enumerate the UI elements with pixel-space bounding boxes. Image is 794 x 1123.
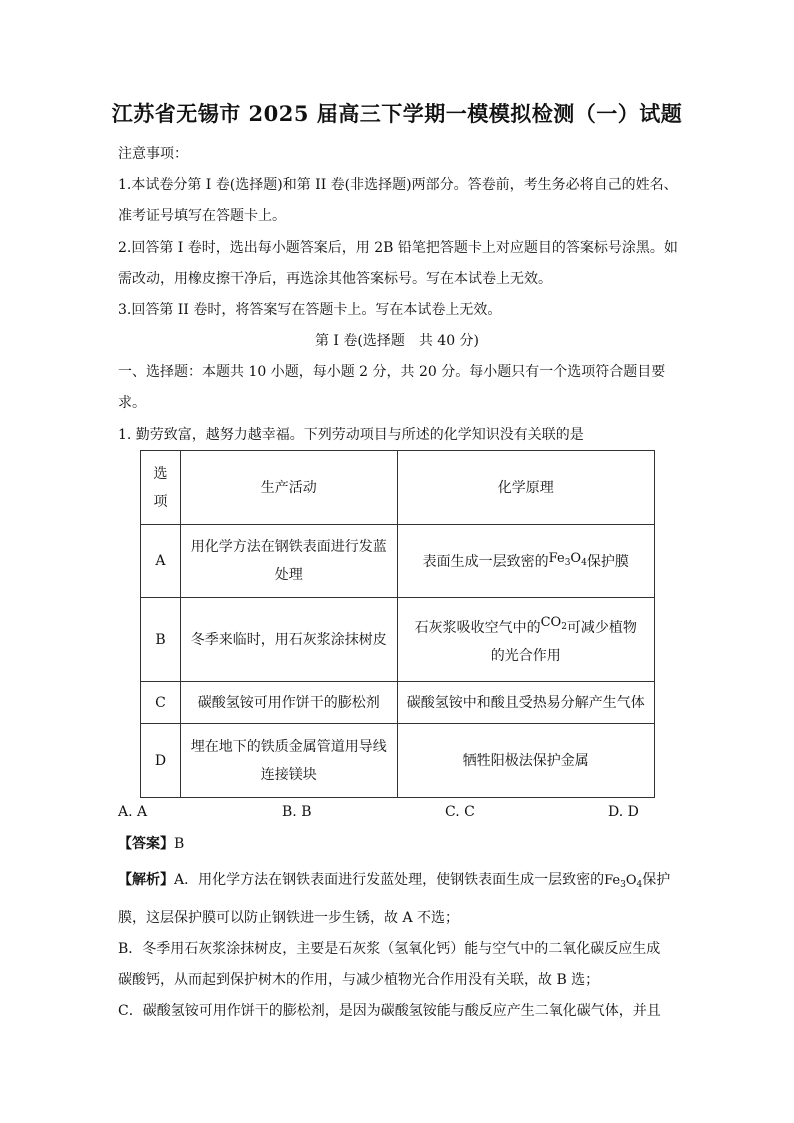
table-header-row (141, 451, 655, 525)
analysis-a-line1: 【解析】A．用化学方法在钢铁表面进行发蓝处理，使钢铁表面生成一层致密的$Fe_3O_4$保护 (118, 872, 671, 890)
answer-line (118, 829, 688, 860)
table-row (141, 724, 655, 798)
section-heading: 第 I 卷(选择题 共 40 分) (314, 333, 480, 349)
notice-item1-line2: 准考证号填写在答题卡上。 (118, 208, 286, 224)
notice-item2-line1: 2.回答第 I 卷时，选出每小题答案后，用 2B 铅笔把答题卡上对应题目的答案标号涂黑。如 (118, 240, 678, 256)
header-principle: 化学原理 (397, 451, 655, 525)
choice-b: B. B (282, 804, 312, 820)
choice-d: D. D (608, 804, 639, 820)
page-title: 江苏省无锡市 2025 届高三下学期一模模拟检测（一）试题 (111, 101, 683, 126)
row-option: C (141, 682, 181, 724)
choice-c: C. C (445, 804, 475, 820)
analysis-c-line1: C．碳酸氢铵可用作饼干的膨松剂，是因为碳酸氢铵能与酸反应产生二氧化碳气体，并且 (118, 1003, 661, 1019)
row-option: A (141, 525, 181, 598)
notice-item2-line2: 需改动，用橡皮擦干净后，再选涂其他答案标号。写在本试卷上无效。 (118, 271, 552, 287)
notice-item1-line1: 1.本试卷分第 I 卷(选择题)和第 II 卷(非选择题)两部分。答卷前，考生务必将自己的姓名、 (118, 177, 678, 193)
answer-value: B (174, 836, 185, 852)
question-1-table (140, 450, 655, 798)
notice-item3: 3.回答第 II 卷时，将答案写在答题卡上。写在本试卷上无效。 (118, 302, 502, 318)
header-activity: 生产活动 (180, 451, 397, 525)
row-principle: 表面生成一层致密的$Fe_3O_4$保护膜 (397, 525, 655, 598)
table-row (141, 598, 655, 682)
row-activity: 碳酸氢铵可用作饼干的膨松剂 (180, 682, 397, 724)
choice-a: A. A (118, 804, 148, 820)
question-1-stem: 1. 勤劳致富，越努力越幸福。下列劳动项目与所述的化学知识没有关联的是 (118, 427, 584, 443)
part-intro-line2: 求。 (118, 395, 146, 411)
notice-heading: 注意事项： (118, 146, 188, 162)
row-principle: 碳酸氢铵中和酸且受热易分解产生气体 (397, 682, 655, 724)
row-option: B (141, 598, 181, 682)
row-activity: 埋在地下的铁质金属管道用导线 连接镁块 (180, 724, 397, 798)
analysis-b-line2: 碳酸钙，从而起到保护树木的作用，与减少植物光合作用没有关联，故 B 选； (118, 972, 600, 988)
header-option: 选 项 (141, 451, 181, 525)
row-principle: 牺牲阳极法保护金属 (397, 724, 655, 798)
analysis-a-line2: 膜，这层保护膜可以防止钢铁进一步生锈，故 A 不选； (118, 910, 460, 926)
analysis-label: 【解析】 (118, 872, 174, 888)
row-activity: 用化学方法在钢铁表面进行发蓝 处理 (180, 525, 397, 598)
row-option: D (141, 724, 181, 798)
table-row (141, 525, 655, 598)
answer-label: 【答案】 (118, 836, 174, 852)
analysis-b-line1: B．冬季用石灰浆涂抹树皮，主要是石灰浆（氢氧化钙）能与空气中的二氧化碳反应生成 (118, 941, 661, 957)
row-principle: 石灰浆吸收空气中的$CO_2$可减少植物 的光合作用 (397, 598, 655, 682)
row-activity: 冬季来临时，用石灰浆涂抹树皮 (180, 598, 397, 682)
part-intro-line1: 一、选择题：本题共 10 小题，每小题 2 分，共 20 分。每小题只有一个选项符合题目要 (118, 364, 666, 380)
table-row (141, 682, 655, 724)
